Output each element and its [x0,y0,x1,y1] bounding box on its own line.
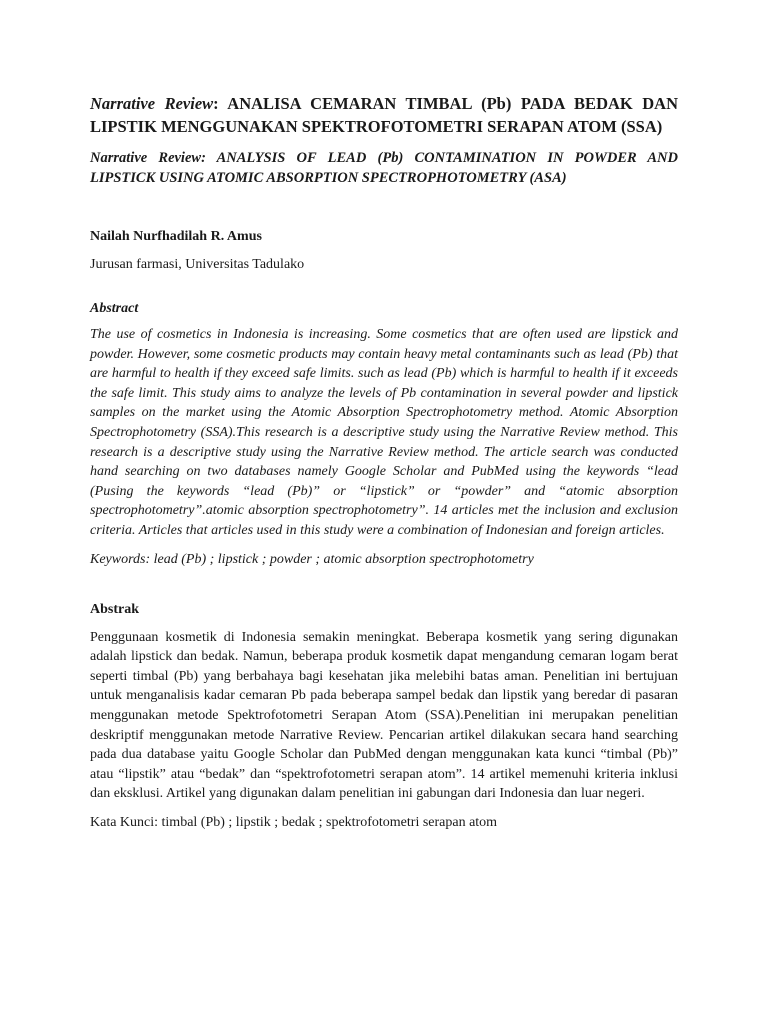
abstrak-body: Penggunaan kosmetik di Indonesia semakin meningkat. Beberapa kosmetik yang sering digunakan adalah lipstick dan bedak. Namun, beberapa produk kosmetik dapat mengandung cemaran logam berat seperti timbal (Pb) yang berbahaya bagi kesehatan jika melebihi batas aman. Penelitian ini bertujuan untuk menganalisis kadar cemaran Pb pada beberapa sampel bedak dan lipstik yang beredar di pasaran menggunakan metode Spektrofotometri Serapan Atom (SSA).Penelitian ini merupakan penelitian deskriptif menggunakan metode Narrative Review. Pencarian artikel dilakukan secara hand searching pada dua database yaitu Google Scholar dan PubMed dengan menggunakan kata kunci “timbal (Pb)” atau “lipstik” atau “bedak” dan “spektrofotometri serapan atom”. 14 artikel memenuhi kriteria inklusi dan eksklusi. Artikel yang digunakan dalam penelitian ini gabungan dari Indonesia dan luar negeri. [90,629,678,802]
author-name: Nailah Nurfhadilah R. Amus [90,229,262,244]
paper-title [90,92,678,138]
english-title: Narrative Review: ANALYSIS OF LEAD (Pb) CONTAMINATION IN POWDER AND LIPSTICK USING ATOMIC ABSORPTION SPECTROPHOTOMETRY (ASA) [90,150,678,186]
abstract-body: The use of cosmetics in Indonesia is increasing. Some cosmetics that are often used are lipstick and powder. However, some cosmetic products may contain heavy metal contaminants such as lead (Pb) that are harmful to health if they exceed safe limits. such as lead (Pb) which is harmful to health if it exceeds the safe limit. This study aims to analyze the levels of Pb contamination in several powder and lipstick samples on the market using the Atomic Absorption Spectrophotometry method. Atomic Absorption Spectrophotometry (SSA).This research is a descriptive study using the Narrative Review method. This research is a descriptive study using the Narrative Review method. The article search was conducted hand searching on two databases namely Google Scholar and PubMed using the keywords “lead (Pusing the keywords “lead (Pb)” or “lipstick” or “powder” and “atomic absorption spectrophotometry”.atomic absorption spectrophotometry”. 14 articles met the inclusion and exclusion criteria. Articles that articles used in this study were a combination of Indonesian and foreign articles. [90,327,678,538]
abstract-heading: Abstract [90,301,139,316]
title-rest: : ANALISA CEMARAN TIMBAL (Pb) PADA BEDAK DAN LIPSTIK MENGGUNAKAN SPEKTROFOTOMETRI SERAPAN ATOM (SSA) [90,94,678,136]
abstrak-keywords: Kata Kunci: timbal (Pb) ; lipstik ; bedak ; spektrofotometri serapan atom [90,814,498,830]
title-lead: Narrative Review [90,94,214,113]
paper-page [90,92,678,832]
author-affiliation: Jurusan farmasi, Universitas Tadulako [90,257,305,272]
abstrak-heading: Abstrak [90,601,140,617]
abstract-keywords: Keywords: lead (Pb) ; lipstick ; powder ; atomic absorption spectrophotometry [90,551,534,567]
